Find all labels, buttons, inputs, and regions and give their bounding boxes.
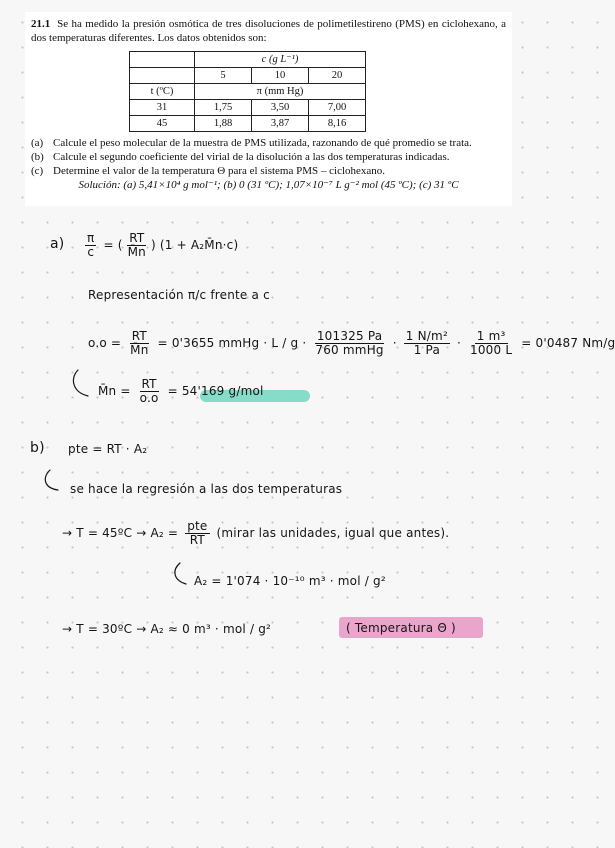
note-fraction-den: M̄n xyxy=(130,343,149,357)
note-fraction-den: o.o xyxy=(139,391,159,405)
note-mn-lhs: M̄n = xyxy=(98,384,131,398)
question-key: (a) xyxy=(31,137,44,149)
note-t30: → T = 30ºC → A₂ ≈ 0 m³ · mol / g² xyxy=(62,622,272,636)
note-fraction-den: M̄n xyxy=(127,245,146,259)
table-cell: 31 xyxy=(130,100,195,116)
note-a-equation: $\frac{\pi}{c}$ = ( $\frac{RT}{M̄n}$ ) (1 + A₂M̄n·c) xyxy=(87,231,239,259)
pi-header: π (mm Hg) xyxy=(195,84,366,100)
note-t45-line xyxy=(62,520,449,547)
note-a-label: a) xyxy=(50,236,65,252)
note-pte: pte = RT · A₂ xyxy=(68,442,148,456)
note-oo-label: o.o = xyxy=(88,336,122,350)
problem-number: 21.1 xyxy=(31,18,51,30)
arrow-stroke-mn xyxy=(73,370,88,396)
note-fraction-num: pte xyxy=(187,519,208,533)
note-t45: → T = 45ºC → A₂ = xyxy=(62,526,179,540)
question-text: Determine el valor de la temperatura Θ para el sistema PMS – ciclohexano. xyxy=(53,165,386,177)
note-fraction-num: π xyxy=(87,231,95,245)
note-fraction-num: RT xyxy=(131,329,147,343)
c-value: 5 xyxy=(195,68,252,84)
table-cell: 3,87 xyxy=(252,116,309,132)
problem-text: Se ha medido la presión osmótica de tres disoluciones de polimetilestireno (PMS) en ciclohexano, a dos temperaturas diferentes. Los datos obtenidos son: xyxy=(31,18,507,44)
arrow-stroke-a2 xyxy=(175,563,186,584)
note-fraction-den: RT xyxy=(189,533,205,547)
note-representacion: Representación π/c frente a c xyxy=(88,288,270,302)
c-header: c (g L⁻¹) xyxy=(195,52,366,68)
note-theta: ( Temperatura Θ ) xyxy=(346,621,456,635)
note-oo-result: = 0'0487 Nm/g xyxy=(521,336,615,350)
note-eq: = xyxy=(103,238,114,252)
question-key: (c) xyxy=(31,165,44,177)
question-key: (b) xyxy=(31,151,44,163)
t-header: t (ºC) xyxy=(130,84,195,100)
solution: Solución: (a) 5,41×10⁴ g mol⁻¹; (b) 0 (31 ºC); 1,07×10⁻⁷ L g⁻² mol (45 ºC); (c) 31 ºC xyxy=(78,179,459,191)
arrow-stroke-regresion xyxy=(45,470,58,490)
question-text: Calcule el segundo coeficiente del virial de la disolución a las dos temperaturas indicadas. xyxy=(53,151,450,163)
table-cell: 1,75 xyxy=(195,100,252,116)
note-fraction-num: RT xyxy=(141,377,157,391)
question-text: Calcule el peso molecular de la muestra de PMS utilizada, razonando de qué promedio se trata. xyxy=(53,137,472,149)
c-value: 10 xyxy=(252,68,309,84)
note-mn-result: = 54'169 g/mol xyxy=(167,384,264,398)
note-fraction-den: 1000 L xyxy=(470,343,513,357)
note-mirar: (mirar las unidades, igual que antes). xyxy=(216,526,450,540)
note-fraction-num: 101325 Pa xyxy=(316,329,383,343)
c-value: 20 xyxy=(309,68,366,84)
note-oo-line: o.o = $\frac{RT}{M̄n}$ = 0'3655 mmHg · L / g · $\frac{101325 Pa}{\text{760 mmHg}}$ · $\frac{\text{1 N/m²}}{1 Pa}$ · $\frac{\text{1 m³}}{1000 L}$ = 0'0487 Nm/g xyxy=(88,329,615,357)
note-fraction-num: RT xyxy=(129,231,145,245)
note-bracket: (1 + A₂M̄n·c) xyxy=(159,238,239,252)
note-fraction-num: 1 N/m² xyxy=(405,329,448,343)
note-fraction-den: 1 Pa xyxy=(413,343,441,357)
note-oo-value: = 0'3655 mmHg · L / g · xyxy=(157,336,307,350)
table-cell: 3,50 xyxy=(252,100,309,116)
note-a2-result: A₂ = 1'074 · 10⁻¹⁰ m³ · mol / g² xyxy=(194,574,386,588)
note-b-label: b) xyxy=(30,440,45,456)
note-fraction-den: c xyxy=(87,245,95,259)
note-fraction-den: 760 mmHg xyxy=(315,343,384,357)
table-cell: 7,00 xyxy=(309,100,366,116)
table-cell: 45 xyxy=(130,116,195,132)
table-cell: 1,88 xyxy=(195,116,252,132)
note-fraction-num: 1 m³ xyxy=(476,329,506,343)
table-cell: 8,16 xyxy=(309,116,366,132)
note-mn-line xyxy=(98,378,264,405)
note-regresion: se hace la regresión a las dos temperaturas xyxy=(70,482,343,496)
